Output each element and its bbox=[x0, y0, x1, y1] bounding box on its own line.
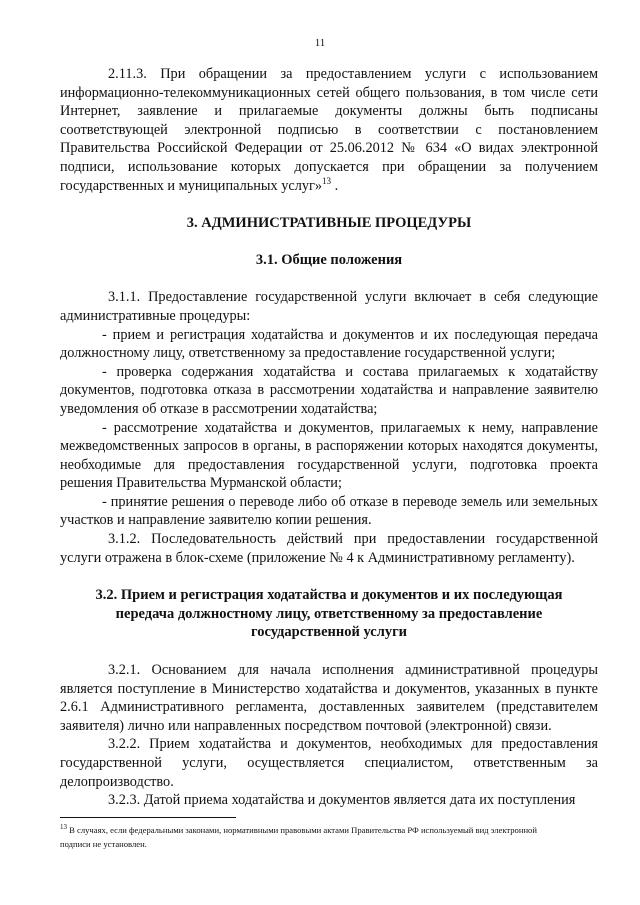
list-item: - прием и регистрация ходатайства и документов и их последующая передача должностному лицу, ответственному за предоставление государственной услуги; bbox=[60, 326, 598, 362]
subsection-title-line: государственной услуги bbox=[250, 624, 408, 641]
footnote-number: 13 bbox=[60, 823, 67, 832]
paragraph-2-11-3 bbox=[60, 65, 598, 195]
section-title: 3. АДМИНИСТРАТИВНЫЕ ПРОЦЕДУРЫ bbox=[186, 215, 472, 232]
paragraph-3-2-2: 3.2.2. Прием ходатайства и документов, необходимых для предоставления государственной услуги, осуществляется специалистом, ответственным за делопроизводство. bbox=[60, 736, 598, 790]
footnote-reference[interactable]: 13 bbox=[322, 175, 331, 186]
list-item: - рассмотрение ходатайства и документов, прилагаемых к нему, направление межведомственных запросов в органы, в распоряжении которых находятся документы, необходимые для предоставления государственной услуги, подготовка проекта решения Правительства Мурманской области; bbox=[60, 419, 598, 492]
paragraph-3-2-1: 3.2.1. Основанием для начала исполнения административной процедуры является поступление в Министерство ходатайства и документов, указанных в пункте 2.6.1 Административного регламента, доставленных заявителем (представителем заявителя) лично или направленных посредством почтовой (электронной) связи. bbox=[60, 662, 598, 734]
paragraph-tail: . bbox=[331, 177, 339, 194]
paragraph-3-1-1: 3.1.1. Предоставление государственной услуги включает в себя следующие административные процедуры: bbox=[60, 289, 598, 324]
list-item: - принятие решения о переводе либо об отказе в переводе земель или земельных участков и направление заявителю копии решения. bbox=[60, 493, 598, 529]
paragraph-text: 2.11.3. При обращении за предоставлением услуги с использованием информационно-телекоммуникационных сетей общего пользования, в том числе сети Интернет, заявление и прилагаемые документы должны быть подписаны соответствующей электронной подписью в соответствии с постановлением Правительства Российской Федерации от 25.06.2012 № 634 «О видах электронной подписи, использование которых допускается при обращении за получением государственных и муниципальных услуг» bbox=[60, 66, 598, 194]
footnote-text: В случаях, если федеральными законами, нормативными правовыми актами Правительства РФ используемый вид электронной подписи не установлен. bbox=[60, 825, 537, 849]
subsection-title-3-2 bbox=[60, 586, 598, 642]
footnote-divider bbox=[60, 817, 236, 818]
list-item: - проверка содержания ходатайства и состава прилагаемых к ходатайству документов, подготовка отказа в рассмотрении ходатайства и направление заявителю уведомления об отказе в рассмотрении ходатайства; bbox=[60, 363, 598, 417]
subsection-title-line: передача должностному лицу, ответственному за предоставление bbox=[115, 605, 543, 622]
page-content bbox=[60, 65, 598, 810]
footnote bbox=[60, 823, 560, 851]
paragraph-3-1-2: 3.1.2. Последовательность действий при предоставлении государственной услуги отражена в блок-схеме (приложение № 4 к Административному регламенту). bbox=[60, 531, 598, 566]
subsection-title-line: 3.2. Прием и регистрация ходатайства и документов и их последующая bbox=[95, 587, 563, 604]
paragraph-3-2-3: 3.2.3. Датой приема ходатайства и документов является дата их поступления bbox=[108, 792, 576, 809]
page-number: 11 bbox=[314, 37, 326, 49]
subsection-title-3-1: 3.1. Общие положения bbox=[255, 251, 403, 268]
